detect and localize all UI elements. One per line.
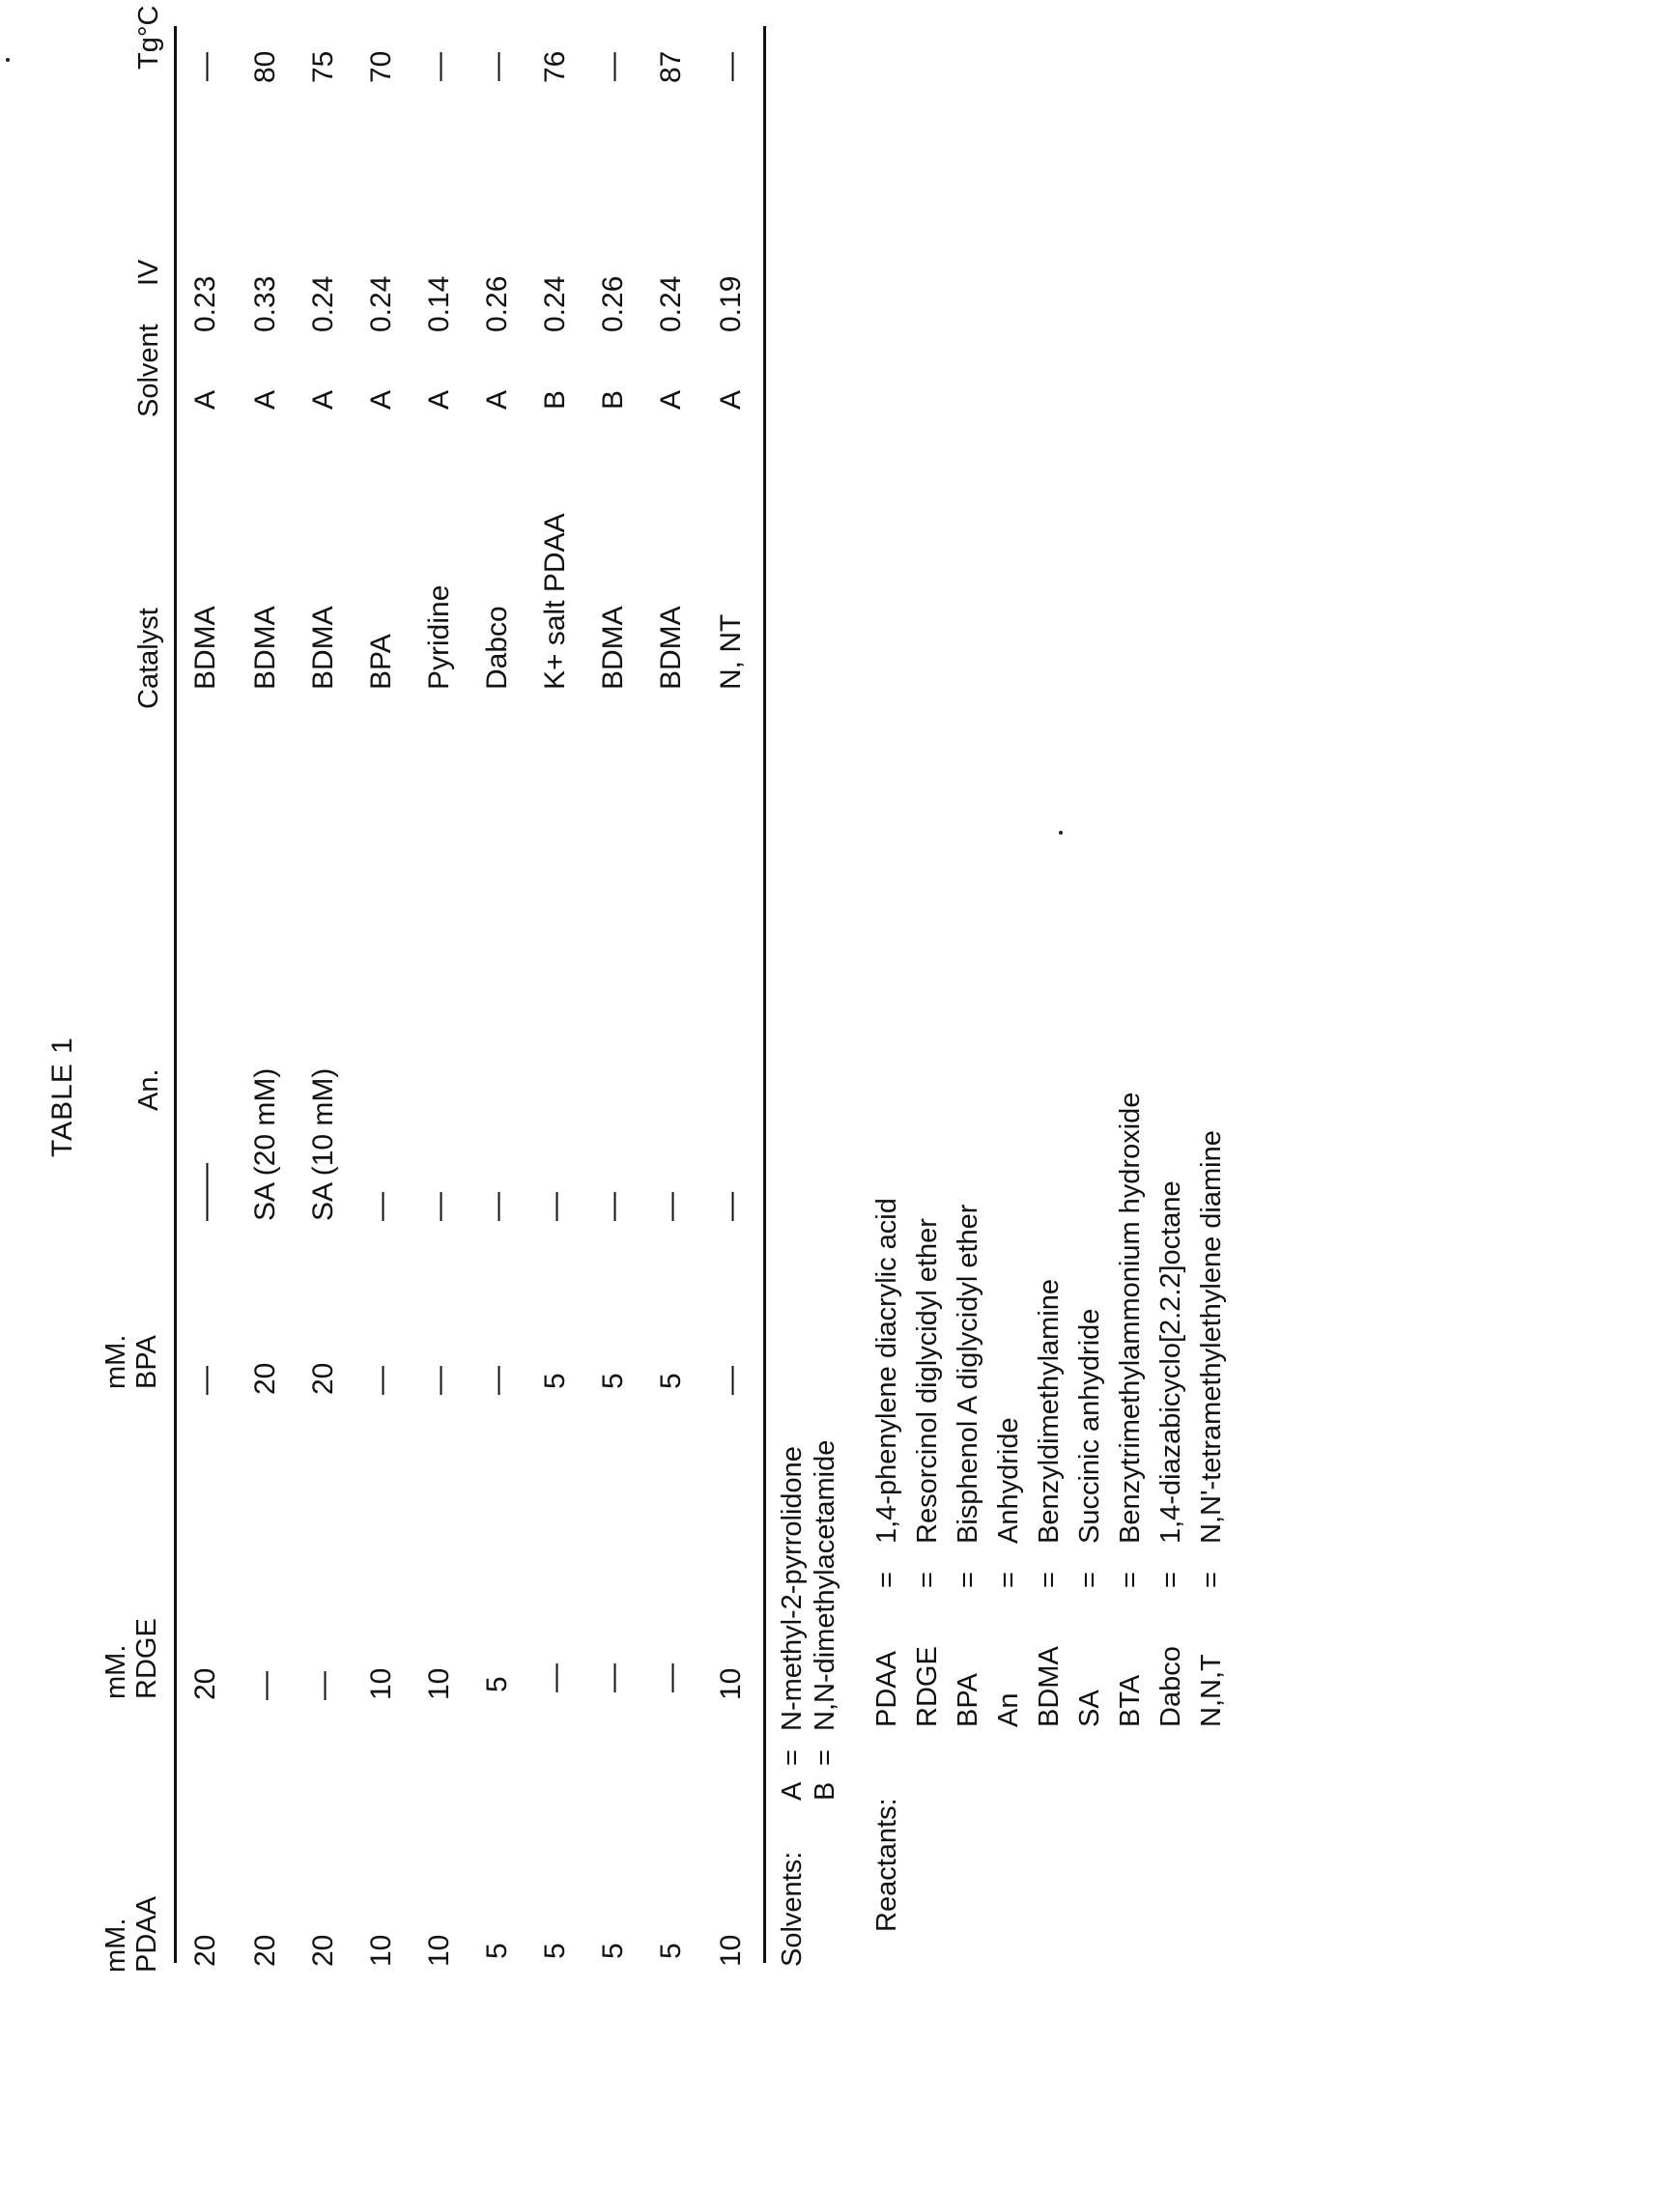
cell-tg: 87 xyxy=(655,50,687,83)
reactant-eq: = xyxy=(953,1572,983,1588)
header-bpa: mM. BPA xyxy=(100,1334,162,1389)
cell-pdaa: 10 xyxy=(365,1934,397,1967)
reactant-eq: = xyxy=(912,1572,943,1588)
cell-catalyst: BDMA xyxy=(189,606,221,690)
cell-an: SA (20 mM) xyxy=(249,1067,281,1221)
cell-iv: 0.24 xyxy=(539,275,571,332)
footer-rule xyxy=(763,26,766,1963)
cell-solvent: A xyxy=(365,389,397,410)
reactant-value: Anhydride xyxy=(993,1417,1024,1544)
reactant-key: An xyxy=(993,1692,1024,1727)
cell-an: — xyxy=(539,1192,571,1221)
cell-pdaa: 5 xyxy=(481,1943,513,1959)
header-tg: Tg°C xyxy=(133,5,164,70)
cell-an: — xyxy=(655,1192,687,1221)
cell-iv: 0.26 xyxy=(597,275,629,332)
cell-rdge: — xyxy=(655,1663,687,1692)
cell-solvent: A xyxy=(481,389,513,410)
cell-bpa: 5 xyxy=(655,1373,687,1389)
cell-bpa: — xyxy=(481,1366,513,1395)
cell-rdge: — xyxy=(597,1663,629,1692)
cell-solvent: A xyxy=(249,389,281,410)
header-pdaa: mM. PDAA xyxy=(100,1896,162,1973)
cell-iv: 0.14 xyxy=(423,275,455,332)
cell-rdge: 10 xyxy=(715,1667,747,1700)
table-title: TABLE 1 xyxy=(46,1037,78,1157)
reactant-eq: = xyxy=(1115,1572,1146,1588)
cell-tg: — xyxy=(715,52,747,81)
cell-rdge: 10 xyxy=(365,1667,397,1700)
cell-an: —— xyxy=(189,1163,221,1221)
cell-solvent: A xyxy=(189,389,221,410)
reactant-key: Dabco xyxy=(1155,1646,1186,1727)
reactant-key: BTA xyxy=(1115,1674,1146,1727)
header-an: An. xyxy=(133,1068,164,1111)
cell-bpa: — xyxy=(365,1366,397,1395)
solvents-label: Solvents: xyxy=(777,1851,808,1967)
reactant-value: Resorcinol diglycidyl ether xyxy=(912,1218,943,1544)
reactant-value: 1,4-phenylene diacrylic acid xyxy=(871,1198,902,1544)
reactant-eq: = xyxy=(1034,1572,1065,1588)
cell-iv: 0.23 xyxy=(189,275,221,332)
cell-tg: 70 xyxy=(365,50,397,83)
cell-an: — xyxy=(597,1192,629,1221)
cell-pdaa: 5 xyxy=(539,1943,571,1959)
cell-rdge: 10 xyxy=(423,1667,455,1700)
cell-iv: 0.33 xyxy=(249,275,281,332)
cell-an: — xyxy=(365,1192,397,1221)
reactant-value: 1,4-diazabicyclo[2.2.2]octane xyxy=(1155,1180,1186,1544)
cell-tg: 76 xyxy=(539,50,571,83)
reactant-key: BDMA xyxy=(1034,1646,1065,1727)
solvent-key: A xyxy=(777,1781,808,1801)
cell-catalyst: Pyridine xyxy=(423,584,455,690)
cell-catalyst: BDMA xyxy=(249,606,281,690)
cell-pdaa: 5 xyxy=(597,1943,629,1959)
cell-pdaa: 20 xyxy=(307,1934,339,1967)
cell-pdaa: 5 xyxy=(655,1943,687,1959)
reactant-value: Benzyldimethylamine xyxy=(1034,1278,1065,1544)
cell-catalyst: K+ salt PDAA xyxy=(539,513,571,690)
cell-tg: — xyxy=(189,52,221,81)
header-rdge: mM. RDGE xyxy=(100,1618,162,1699)
cell-solvent: B xyxy=(597,389,629,410)
header-iv: IV xyxy=(133,259,164,286)
solvent-key: B xyxy=(810,1781,840,1801)
solvent-value: N,N-dimethylacetamide xyxy=(810,1439,840,1731)
cell-pdaa: 20 xyxy=(189,1934,221,1967)
cell-catalyst: BPA xyxy=(365,634,397,690)
header-rule xyxy=(174,26,177,1963)
scan-speck xyxy=(1059,831,1063,835)
cell-catalyst: BDMA xyxy=(307,606,339,690)
cell-solvent: B xyxy=(539,389,571,410)
reactant-value: Benzytrimethylammonium hydroxide xyxy=(1115,1092,1146,1544)
cell-tg: — xyxy=(423,52,455,81)
cell-bpa: 20 xyxy=(307,1362,339,1395)
reactant-eq: = xyxy=(1155,1572,1186,1588)
cell-rdge: 5 xyxy=(481,1676,513,1692)
reactant-value: N,N'-tetramethylethylene diamine xyxy=(1196,1130,1227,1544)
cell-an: — xyxy=(715,1192,747,1221)
cell-catalyst: N, NT xyxy=(715,613,747,690)
cell-iv: 0.26 xyxy=(481,275,513,332)
reactant-key: BPA xyxy=(953,1673,983,1727)
cell-bpa: — xyxy=(423,1366,455,1395)
scan-speck xyxy=(6,58,10,62)
cell-iv: 0.19 xyxy=(715,275,747,332)
cell-catalyst: BDMA xyxy=(655,606,687,690)
cell-bpa: — xyxy=(715,1366,747,1395)
solvent-eq: = xyxy=(777,1749,808,1766)
reactant-value: Bisphenol A diglycidyl ether xyxy=(953,1204,983,1544)
cell-pdaa: 10 xyxy=(423,1934,455,1967)
reactant-key: RDGE xyxy=(912,1646,943,1727)
reactant-eq: = xyxy=(993,1572,1024,1588)
reactant-key: N,N,T xyxy=(1196,1654,1227,1727)
cell-bpa: 5 xyxy=(539,1373,571,1389)
cell-an: — xyxy=(423,1192,455,1221)
cell-solvent: A xyxy=(655,389,687,410)
cell-tg: — xyxy=(481,52,513,81)
cell-bpa: 20 xyxy=(249,1362,281,1395)
cell-pdaa: 10 xyxy=(715,1934,747,1967)
solvent-eq: = xyxy=(810,1749,840,1766)
reactant-eq: = xyxy=(1074,1572,1105,1588)
cell-solvent: A xyxy=(423,389,455,410)
cell-tg: — xyxy=(597,52,629,81)
cell-rdge: — xyxy=(539,1663,571,1692)
cell-solvent: A xyxy=(715,389,747,410)
cell-rdge: — xyxy=(307,1671,339,1700)
cell-iv: 0.24 xyxy=(365,275,397,332)
cell-an: — xyxy=(481,1192,513,1221)
header-catalyst: Catalyst xyxy=(133,608,164,709)
cell-bpa: — xyxy=(189,1366,221,1395)
cell-bpa: 5 xyxy=(597,1373,629,1389)
reactant-eq: = xyxy=(1196,1572,1227,1588)
cell-an: SA (10 mM) xyxy=(307,1067,339,1221)
reactant-key: SA xyxy=(1074,1690,1105,1727)
cell-tg: 75 xyxy=(307,50,339,83)
cell-catalyst: BDMA xyxy=(597,606,629,690)
cell-catalyst: Dabco xyxy=(481,606,513,690)
reactant-key: PDAA xyxy=(871,1651,902,1727)
cell-solvent: A xyxy=(307,389,339,410)
cell-pdaa: 20 xyxy=(249,1934,281,1967)
reactant-value: Succinic anhydride xyxy=(1074,1308,1105,1544)
cell-tg: 80 xyxy=(249,50,281,83)
reactant-eq: = xyxy=(871,1572,902,1588)
reactants-label: Reactants: xyxy=(871,1798,902,1932)
solvent-value: N-methyl-2-pyrrolidone xyxy=(777,1446,808,1731)
cell-iv: 0.24 xyxy=(655,275,687,332)
cell-rdge: 20 xyxy=(189,1667,221,1700)
cell-iv: 0.24 xyxy=(307,275,339,332)
cell-rdge: — xyxy=(249,1671,281,1700)
header-solvent: Solvent xyxy=(133,324,164,417)
